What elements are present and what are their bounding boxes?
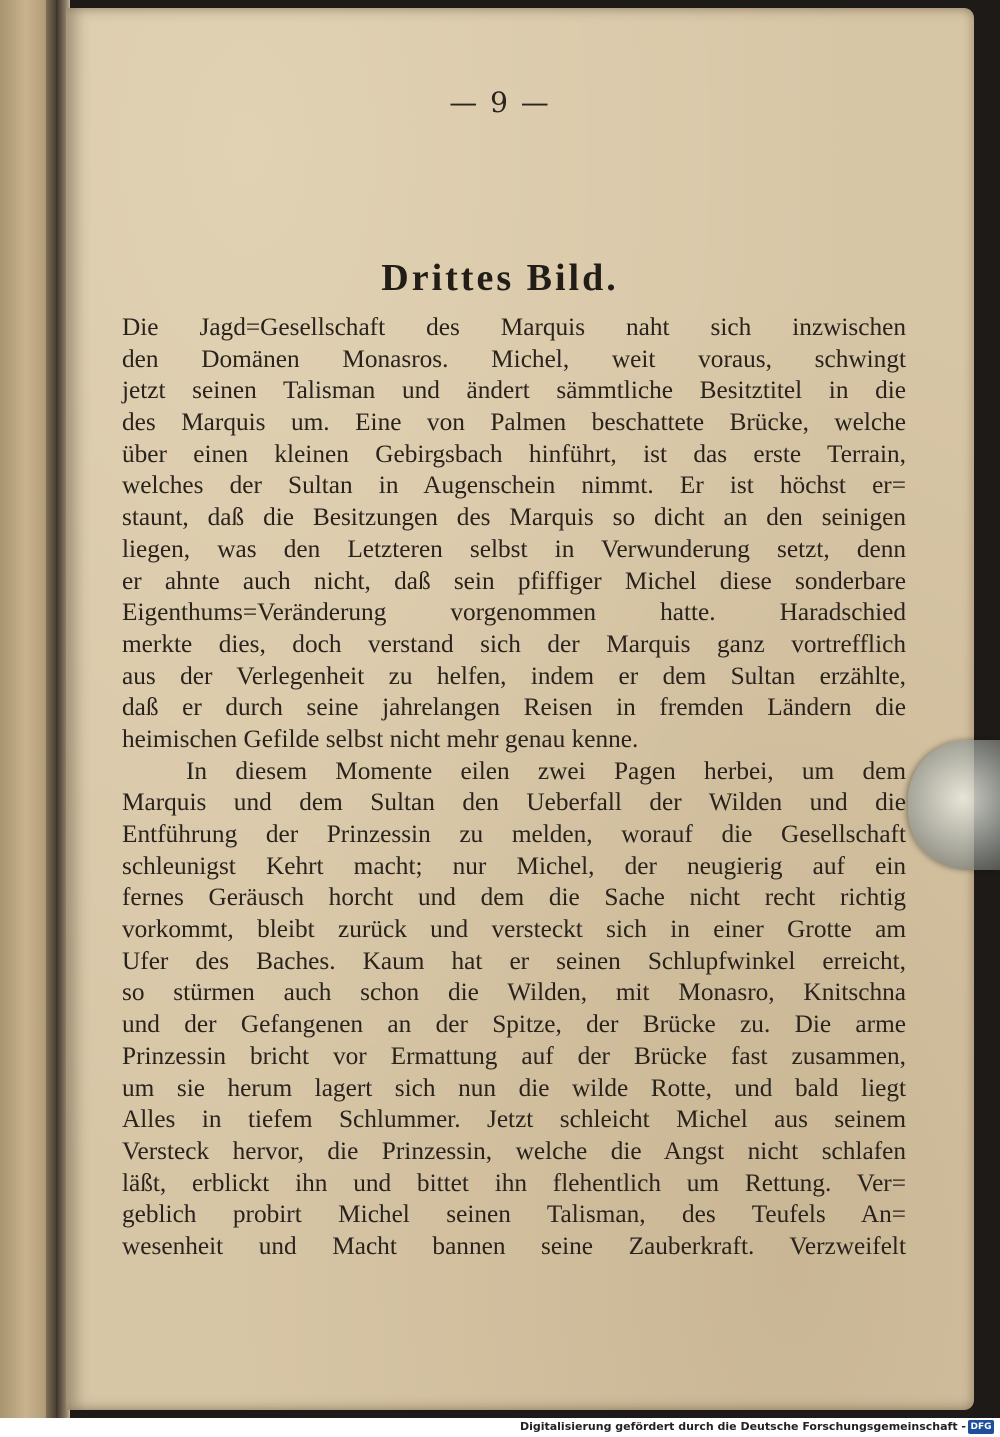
text-line: In diesem Momente eilen zwei Pagen herbei, um dem bbox=[186, 756, 906, 785]
text-line: Ufer des Baches. Kaum hat er seinen Schlupfwinkel erreicht, bbox=[122, 946, 906, 975]
scene-heading: Drittes Bild. bbox=[381, 257, 619, 299]
text-line: staunt, daß die Besitzungen des Marquis so dicht an den seinigen bbox=[122, 503, 906, 532]
text-line: vorkommt, bleibt zurück und versteckt sich in einer Grotte am bbox=[122, 915, 906, 944]
body-text bbox=[122, 312, 906, 1263]
text-line: schleunigst Kehrt macht; nur Michel, der neugierig auf ein bbox=[122, 851, 906, 880]
paragraph-2 bbox=[122, 756, 906, 1263]
text-line: merkte dies, doch verstand sich der Marquis ganz vortrefflich bbox=[122, 629, 906, 658]
text-line: Eigenthums=Veränderung vorgenommen hatte. Haradschied bbox=[122, 598, 906, 627]
text-line: über einen kleinen Gebirgsbach hinführt, ist das erste Terrain, bbox=[122, 439, 906, 468]
text-line: heimischen Gefilde selbst nicht mehr genau kenne. bbox=[122, 724, 639, 753]
text-line: Die Jagd=Gesellschaft des Marquis naht sich inzwischen bbox=[122, 313, 906, 341]
text-line: so stürmen auch schon die Wilden, mit Monasro, Knitschna bbox=[122, 978, 906, 1007]
footer bbox=[0, 1418, 1000, 1437]
text-line: und der Gefangenen an der Spitze, der Brücke zu. Die arme bbox=[122, 1010, 906, 1039]
text-line: fernes Geräusch horcht und dem die Sache nicht recht richtig bbox=[122, 883, 906, 912]
page-number: — 9 — bbox=[449, 86, 551, 119]
text-line: welches der Sultan in Augenschein nimmt. Er ist höchst er= bbox=[122, 471, 906, 500]
text-line: er ahnte auch nicht, daß sein pfiffiger Michel diese sonderbare bbox=[122, 566, 906, 595]
text-line: Marquis und dem Sultan den Ueberfall der Wilden und die bbox=[122, 788, 906, 817]
text-line: Prinzessin bricht vor Ermattung auf der Brücke fast zusammen, bbox=[122, 1041, 906, 1070]
text-line: aus der Verlegenheit zu helfen, indem er dem Sultan erzählte, bbox=[122, 661, 906, 690]
funding-notice: Digitalisierung gefördert durch die Deutsche Forschungsgemeinschaft - bbox=[519, 1420, 966, 1433]
text-line: Entführung der Prinzessin zu melden, worauf die Gesellschaft bbox=[122, 820, 906, 848]
paragraph-1 bbox=[122, 312, 906, 756]
text-line: wesenheit und Macht bannen seine Zauberkraft. Verzweifelt bbox=[122, 1231, 906, 1260]
text-line: läßt, erblickt ihn und bittet ihn flehentlich um Rettung. Ver= bbox=[122, 1168, 906, 1197]
text-line: des Marquis um. Eine von Palmen beschattete Brücke, welche bbox=[122, 408, 906, 437]
text-line: Versteck hervor, die Prinzessin, welche die Angst nicht schlafen bbox=[122, 1136, 906, 1165]
text-line: daß er durch seine jahrelangen Reisen in fremden Ländern die bbox=[122, 693, 906, 722]
text-line: den Domänen Monasros. Michel, weit voraus, schwingt bbox=[122, 344, 906, 373]
left-page-shadow bbox=[46, 0, 56, 1418]
text-line: Alles in tiefem Schlummer. Jetzt schleicht Michel aus seinem bbox=[122, 1105, 906, 1134]
text-line: jetzt seinen Talisman und ändert sämmtliche Besitztitel in die bbox=[122, 376, 906, 405]
text-line: geblich probirt Michel seinen Talisman, des Teufels An= bbox=[122, 1200, 906, 1229]
text-line: liegen, was den Letzteren selbst in Verwunderung setzt, denn bbox=[122, 534, 906, 563]
text-line: um sie herum lagert sich nun die wilde Rotte, und bald liegt bbox=[122, 1073, 906, 1102]
dfg-logo: DFG bbox=[968, 1420, 994, 1434]
